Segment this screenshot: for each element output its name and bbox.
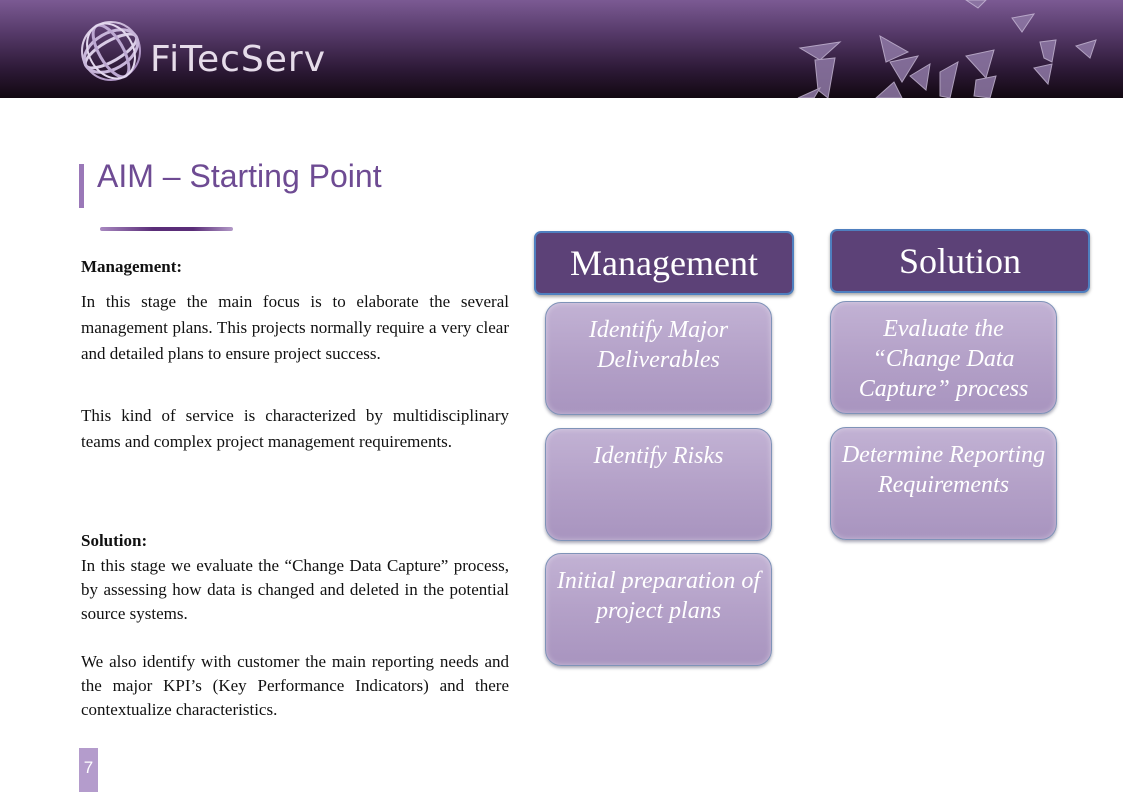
title-accent-bar (79, 164, 84, 208)
title-underline (100, 227, 233, 231)
decorative-shards-icon (790, 0, 1123, 98)
globe-logo-icon (78, 16, 144, 82)
solution-item-label: Evaluate the “Change Data Capture” process (858, 316, 1029, 402)
solution-paragraph-1 (81, 554, 509, 626)
management-paragraph-2-text: This kind of service is characterized by multidisciplinary teams and complex project management requirements. (81, 406, 509, 451)
page-title: AIM – Starting Point (97, 158, 382, 194)
management-item-label: Identify Risks (593, 443, 724, 469)
management-paragraph-2 (81, 403, 509, 455)
solution-paragraph-2 (81, 650, 509, 722)
management-heading (81, 254, 509, 280)
header-banner (0, 0, 1123, 98)
management-item-box (545, 553, 772, 666)
solution-paragraph-2-text: We also identify with customer the main reporting needs and the major KPI’s (Key Performance Indicators) and there contextualize characteristics. (81, 652, 509, 719)
management-item-box (545, 428, 772, 541)
management-paragraph-1-text: In this stage the main focus is to elaborate the several management plans. This projects normally require a very clear and detailed plans to ensure project success. (81, 292, 509, 363)
solution-item-box (830, 427, 1057, 540)
management-item-label: Initial preparation of project plans (556, 568, 761, 624)
management-item-label: Identify Major Deliverables (588, 317, 729, 373)
solution-heading (81, 529, 509, 553)
page-number: 7 (79, 748, 98, 792)
management-header-box: Management (534, 231, 794, 295)
solution-item-label: Determine Reporting Requirements (841, 442, 1046, 498)
management-paragraph-1 (81, 289, 509, 367)
brand-wordmark: FiTecServ (150, 39, 327, 80)
solution-heading-text: Solution: (81, 531, 148, 550)
solution-paragraph-1-text: In this stage we evaluate the “Change Data Capture” process, by assessing how data is changed and deleted in the potential source systems. (81, 556, 509, 623)
management-heading-text: Management: (81, 257, 183, 276)
solution-header-box: Solution (830, 229, 1090, 293)
management-item-box (545, 302, 772, 415)
solution-item-box (830, 301, 1057, 414)
